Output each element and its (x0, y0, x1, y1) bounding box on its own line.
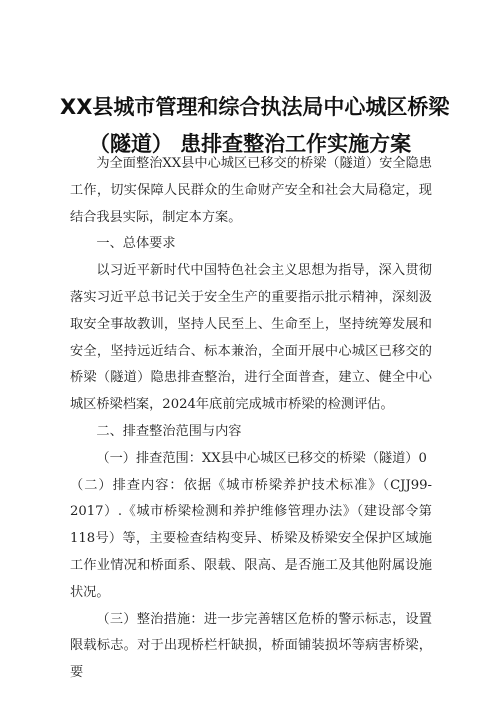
scope-paragraph: （一）排查范围：XX县中心城区已移交的桥梁（隧道）0 (96, 450, 427, 466)
intro-paragraph: 为全面整治XX县中心城区已移交的桥梁（隧道）安全隐患工作，切实保障人民群众的生命财产安全和社会大局稳定，现结合我县实际，制定本方案。 (70, 156, 432, 225)
section-heading-general-requirements: 一、总体要求 (96, 236, 176, 252)
content-paragraph: （二）排查内容：依据《城市桥梁养护技术标准》（CJJ99-2017）.《城市桥梁检测和养护维修管理办法》（建设部令第118号）等，主要检查结构变异、桥梁及桥梁安全保护区域施工作业情况和桥面系、限载、限高、是否施工及其他附属设施状况。 (70, 477, 432, 600)
general-requirements-paragraph: 以习近平新时代中国特色社会主义思想为指导，深入贯彻落实习近平总书记关于安全生产的重要指示批示精神，深刻汲取安全事故教训，坚持人民至上、生命至上，坚持统筹发展和安全，坚持远近结合、标本兼治，全面开展中心城区已移交的桥梁（隧道）隐患排查整治，进行全面普查，建立、健全中心城区桥梁档案，2024年底前完成城市桥梁的检测评估。 (70, 263, 432, 413)
section-heading-scope-content: 二、排查整治范围与内容 (96, 423, 242, 439)
document-body (70, 151, 432, 687)
document-title-line-2: （隧道） 患排查整治工作实施方案 (88, 132, 412, 156)
document-title-line-1: XX县城市管理和综合执法局中心城区桥梁 (60, 95, 450, 119)
measures-paragraph: （三）整治措施：进一步完善辖区危桥的警示标志，设置限载标志。对于出现桥栏杆缺损，桥面铺装损坏等病害桥梁，要 (70, 611, 432, 681)
